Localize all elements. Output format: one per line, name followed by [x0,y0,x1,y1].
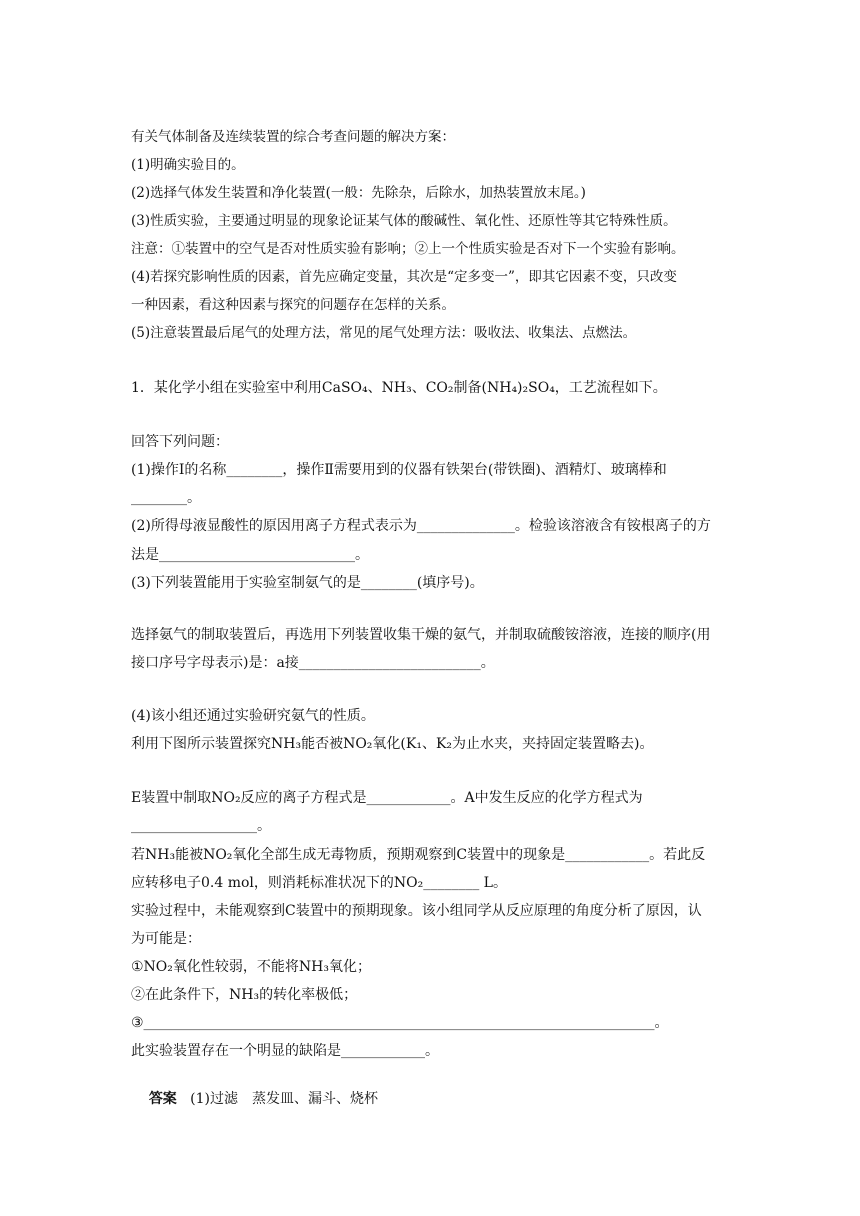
defect-line: 此实验装置存在一个明显的缺陷是____________。 [131,1043,439,1059]
question-4-line: (4)该小组还通过实验研究氨气的性质。 [131,708,375,724]
intro-item: 注意：①装置中的空气是否对性质实验有影响；②上一个性质实验是否对下一个实验有影响。 [131,241,685,257]
intro-item: 一种因素，看这种因素与探究的问题存在怎样的关系。 [131,297,455,313]
reason-item: ①NO₂氧化性较弱，不能将NH₃氧化； [131,959,371,975]
intro-item: (4)若探究影响性质的因素，首先应确定变量，其次是“定多变一”，即其它因素不变，只改变 [131,269,677,285]
intro-item: (2)选择气体发生装置和净化装置(一般：先除杂，后除水，加热装置放末尾。) [131,185,586,201]
answer-label: 答案 [148,1091,177,1107]
reason-item: ③_________________________________________________________________________。 [131,1015,669,1031]
question-4r-line: 为可能是： [131,931,201,947]
answer-text: (1)过滤 蒸发皿、漏斗、烧杯 [190,1091,379,1107]
question-4-line: 利用下图所示装置探究NH₃能否被NO₂氧化(K₁、K₂为止水夹，夹持固定装置略去)。 [131,736,654,752]
intro-item: (5)注意装置最后尾气的处理方法，常见的尾气处理方法：吸收法、收集法、点燃法。 [131,325,637,341]
answer-line [131,1069,378,1129]
intro-item: (3)性质实验，主要通过明显的现象论证某气体的酸碱性、氧化性、还原性等其它特殊性质。 [131,213,677,229]
question-1-line: (1)操作Ⅰ的名称________，操作Ⅱ需要用到的仪器有铁架台(带铁圈)、酒精灯、玻璃棒和 [131,462,667,478]
answer-prompt: 回答下列问题： [131,434,229,450]
question-1-line: ________。 [131,490,201,506]
question-4r-line: 实验过程中，未能观察到C装置中的预期现象。该小组同学从反应原理的角度分析了原因，认 [131,903,702,919]
question-3b-line: 接口序号字母表示)是：a接__________________________。 [131,655,495,671]
intro-item: (1)明确实验目的。 [131,157,245,173]
question-2-line: 法是____________________________。 [131,547,369,563]
question-4e-line: __________________。 [131,818,271,834]
question-4c-line: 若NH₃能被NO₂氧化全部生成无毒物质，预期观察到C装置中的现象是____________。若此反 [131,847,706,863]
question-4c-line: 应转移电子0.4 mol，则消耗标准状况下的NO₂________ L。 [131,875,507,891]
question-4e-line: E装置中制取NO₂反应的离子方程式是____________。A中发生反应的化学方程式为 [131,790,643,806]
question-3-line: (3)下列装置能用于实验室制氨气的是________(填序号)。 [131,575,484,591]
reason-item: ②在此条件下，NH₃的转化率极低； [131,987,358,1003]
intro-title: 有关气体制备及连续装置的综合考查问题的解决方案： [131,129,455,145]
question-3b-line: 选择氨气的制取装置后，再选用下列装置收集干燥的氨气，并制取硫酸铵溶液，连接的顺序(用 [131,627,711,643]
question-2-line: (2)所得母液显酸性的原因用离子方程式表示为______________。检验该溶液含有铵根离子的方 [131,518,711,534]
question-stem: 1．某化学小组在实验室中利用CaSO₄、NH₃、CO₂制备(NH₄)₂SO₄，工艺流程如下。 [131,380,667,396]
